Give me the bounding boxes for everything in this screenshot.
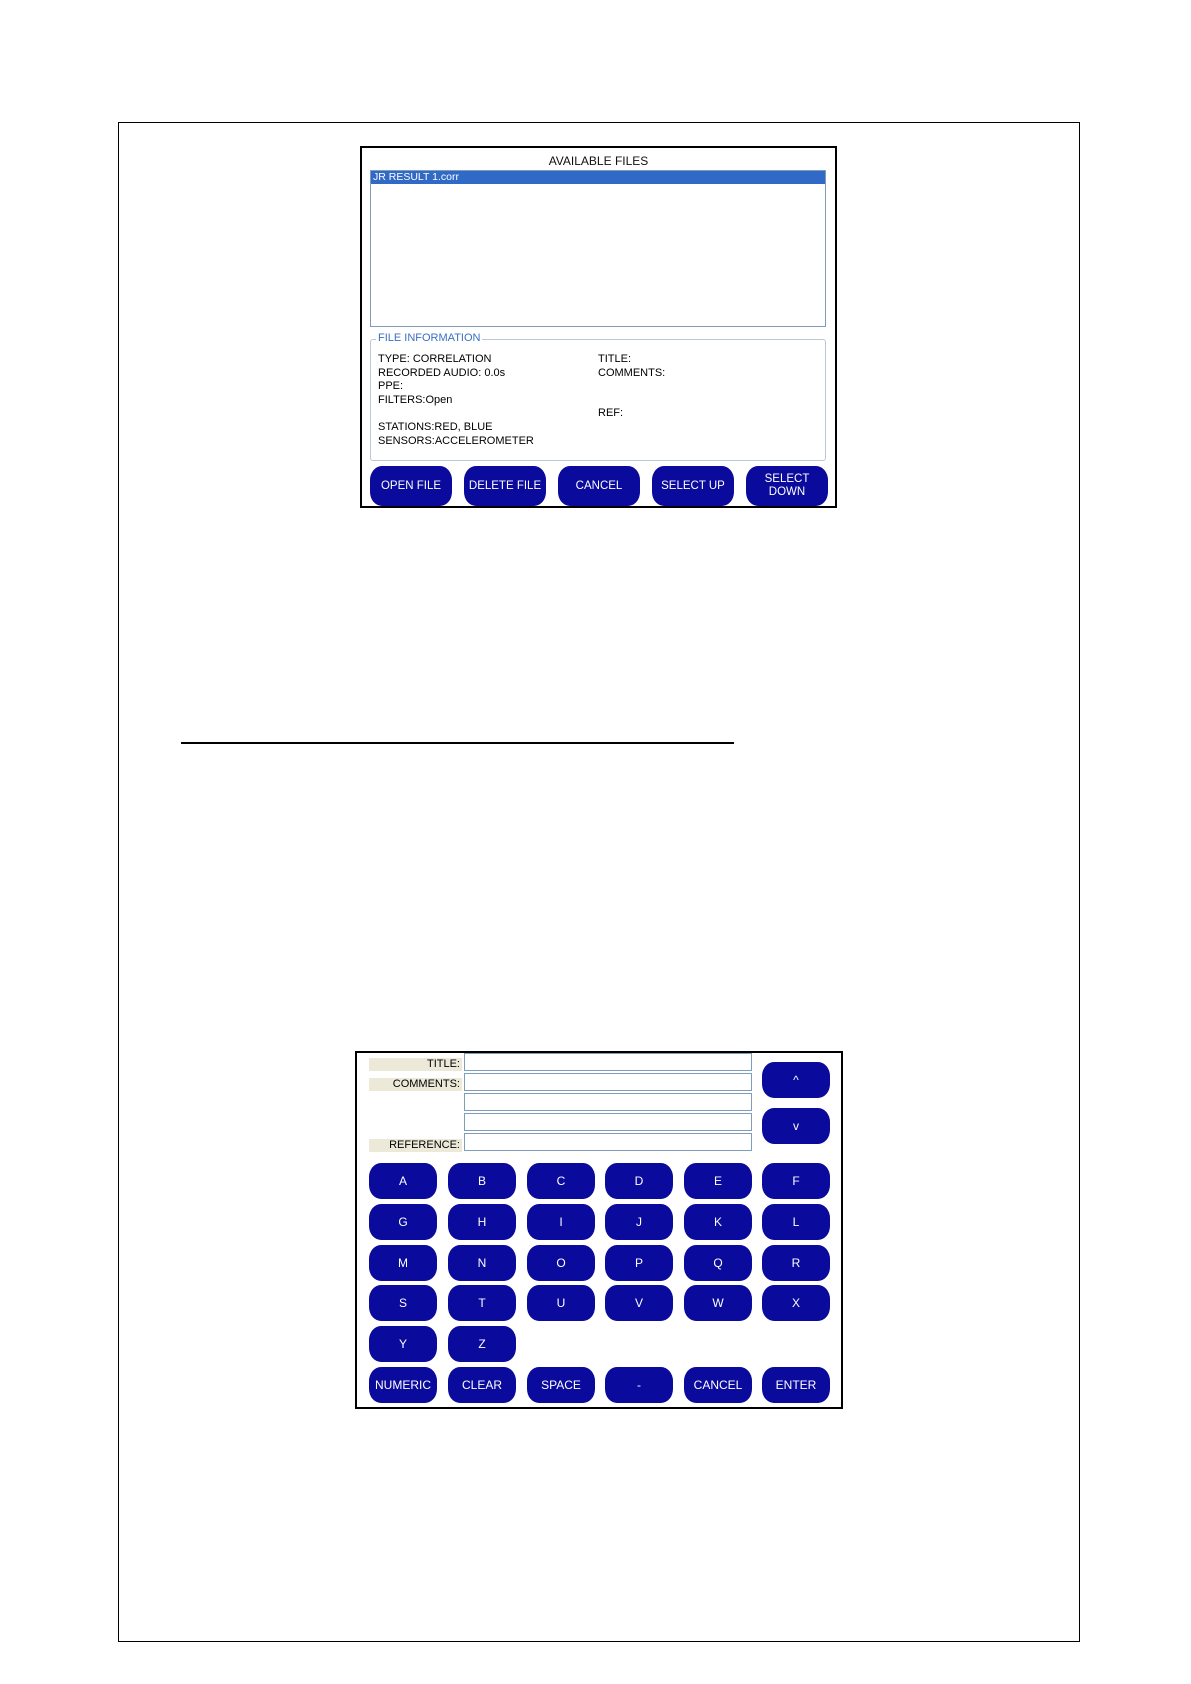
- comments-field-line-2[interactable]: [464, 1093, 752, 1111]
- title-field[interactable]: [464, 1053, 752, 1071]
- key-d[interactable]: D: [605, 1163, 673, 1199]
- file-list[interactable]: [370, 170, 826, 327]
- key-m[interactable]: M: [369, 1245, 437, 1281]
- key-n[interactable]: N: [448, 1245, 516, 1281]
- scroll-up-button[interactable]: ^: [762, 1062, 830, 1098]
- key-x[interactable]: X: [762, 1285, 830, 1321]
- cancel-button[interactable]: CANCEL: [558, 466, 640, 506]
- key-r[interactable]: R: [762, 1245, 830, 1281]
- key-e[interactable]: E: [684, 1163, 752, 1199]
- file-list-item[interactable]: JR RESULT 1.corr: [371, 171, 825, 184]
- key-z[interactable]: Z: [448, 1326, 516, 1362]
- key-j[interactable]: J: [605, 1204, 673, 1240]
- delete-file-button[interactable]: DELETE FILE: [464, 466, 546, 506]
- key-w[interactable]: W: [684, 1285, 752, 1321]
- file-action-bar: [370, 466, 828, 506]
- key-s[interactable]: S: [369, 1285, 437, 1321]
- key-o[interactable]: O: [527, 1245, 595, 1281]
- key-y[interactable]: Y: [369, 1326, 437, 1362]
- key-b[interactable]: B: [448, 1163, 516, 1199]
- key-k[interactable]: K: [684, 1204, 752, 1240]
- scroll-down-button[interactable]: v: [762, 1108, 830, 1144]
- section-divider: [181, 742, 734, 744]
- space-key[interactable]: SPACE: [527, 1367, 595, 1403]
- key-i[interactable]: I: [527, 1204, 595, 1240]
- comments-field-line-3[interactable]: [464, 1113, 752, 1131]
- key-a[interactable]: A: [369, 1163, 437, 1199]
- keyboard-cancel-key[interactable]: CANCEL: [684, 1367, 752, 1403]
- key-c[interactable]: C: [527, 1163, 595, 1199]
- clear-key[interactable]: CLEAR: [448, 1367, 516, 1403]
- key-h[interactable]: H: [448, 1204, 516, 1240]
- key-q[interactable]: Q: [684, 1245, 752, 1281]
- select-up-button[interactable]: SELECT UP: [652, 466, 734, 506]
- key-g[interactable]: G: [369, 1204, 437, 1240]
- reference-field[interactable]: [464, 1133, 752, 1151]
- screen-title: AVAILABLE FILES: [548, 154, 649, 168]
- text-entry-screen: [355, 1051, 843, 1409]
- comments-label: COMMENTS:: [369, 1078, 462, 1091]
- file-information-legend: FILE INFORMATION: [378, 332, 481, 344]
- key-p[interactable]: P: [605, 1245, 673, 1281]
- numeric-key[interactable]: NUMERIC: [369, 1367, 437, 1403]
- reference-label: REFERENCE:: [369, 1139, 462, 1152]
- file-info-metadata: TITLE: COMMENTS: REF:: [598, 353, 666, 420]
- key-f[interactable]: F: [762, 1163, 830, 1199]
- file-browser-screen: [360, 146, 837, 508]
- comments-field-line-1[interactable]: [464, 1073, 752, 1091]
- key-t[interactable]: T: [448, 1285, 516, 1321]
- file-information-panel: [370, 332, 826, 461]
- key-u[interactable]: U: [527, 1285, 595, 1321]
- key-v[interactable]: V: [605, 1285, 673, 1321]
- dash-key[interactable]: -: [605, 1367, 673, 1403]
- open-file-button[interactable]: OPEN FILE: [370, 466, 452, 506]
- select-down-button[interactable]: SELECT DOWN: [746, 466, 828, 506]
- key-l[interactable]: L: [762, 1204, 830, 1240]
- enter-key[interactable]: ENTER: [762, 1367, 830, 1403]
- title-label: TITLE:: [369, 1058, 462, 1071]
- file-info-details: TYPE: CORRELATION RECORDED AUDIO: 0.0s PPE: FILTERS:Open STATIONS:RED, BLUE SENSORS:ACCELEROMETER: [378, 353, 534, 447]
